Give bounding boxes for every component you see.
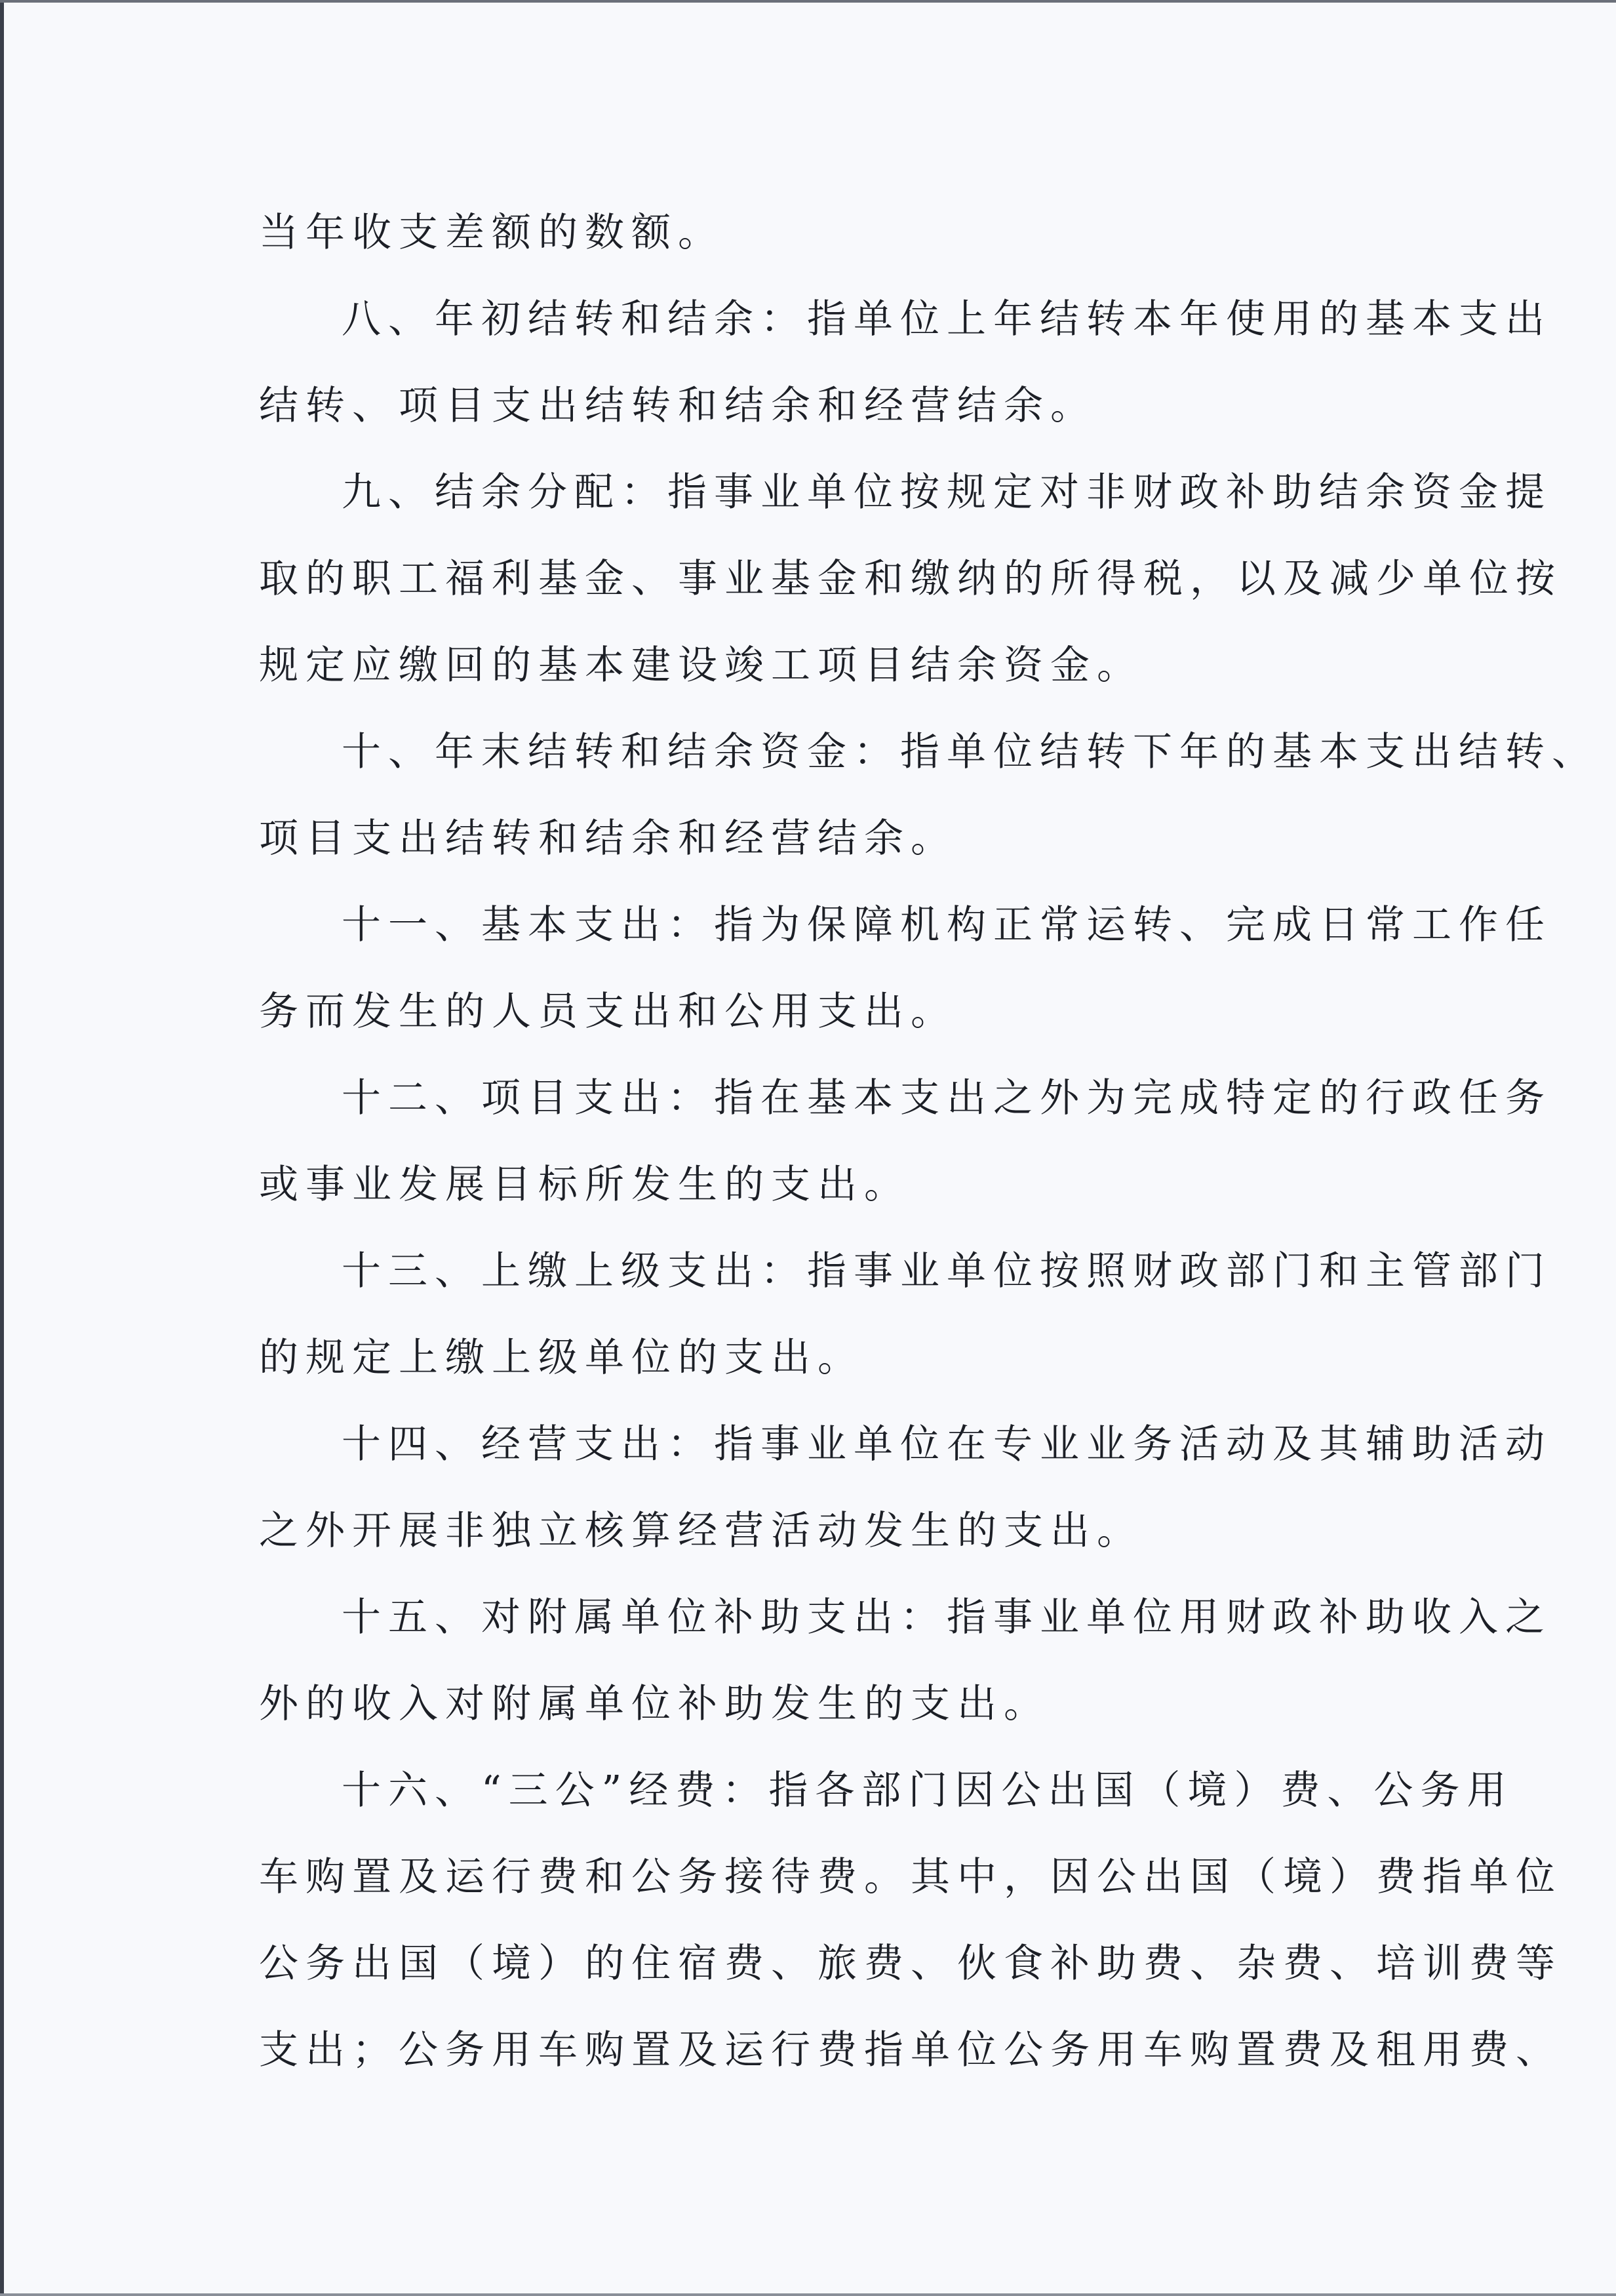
text-line: 当年收支差额的数额。 [259, 210, 724, 256]
text-line: 十二、项目支出：指在基本支出之外为完成特定的行政任务 [342, 1075, 1552, 1121]
text-line: 项目支出结转和结余和经营结余。 [259, 816, 957, 861]
text-line: 结转、项目支出结转和结余和经营结余。 [259, 383, 1097, 429]
text-line: 务而发生的人员支出和公用支出。 [259, 989, 957, 1035]
scan-edge-left [0, 0, 4, 2296]
text-line: 九、结余分配：指事业单位按规定对非财政补助结余资金提 [342, 469, 1552, 515]
text-line: 的规定上缴上级单位的支出。 [259, 1335, 864, 1381]
text-line: 外的收入对附属单位补助发生的支出。 [259, 1681, 1050, 1727]
text-line: 十四、经营支出：指事业单位在专业业务活动及其辅助活动 [342, 1421, 1552, 1467]
text-line: 取的职工福利基金、事业基金和缴纳的所得税，以及减少单位按 [259, 556, 1562, 602]
text-line: 支出；公务用车购置及运行费指单位公务用车购置费及租用费、 [259, 2027, 1562, 2073]
text-line: 或事业发展目标所发生的支出。 [259, 1162, 911, 1208]
text-line: 规定应缴回的基本建设竣工项目结余资金。 [259, 643, 1143, 688]
text-line: 公务出国（境）的住宿费、旅费、伙食补助费、杂费、培训费等 [259, 1941, 1562, 1987]
text-line: 之外开展非独立核算经营活动发生的支出。 [259, 1508, 1143, 1554]
text-line: 十、年末结转和结余资金：指单位结转下年的基本支出结转、 [342, 729, 1598, 775]
scan-edge-bottom [0, 2293, 1616, 2296]
text-line: 车购置及运行费和公务接待费。其中，因公出国（境）费指单位 [259, 1854, 1562, 1900]
text-line: 十一、基本支出：指为保障机构正常运转、完成日常工作任 [342, 902, 1552, 948]
scan-edge-top [0, 0, 1616, 3]
text-line: 十五、对附属单位补助支出：指事业单位用财政补助收入之 [342, 1594, 1552, 1640]
text-line: 八、年初结转和结余：指单位上年结转本年使用的基本支出 [342, 296, 1552, 342]
text-line: 十三、上缴上级支出：指事业单位按照财政部门和主管部门 [342, 1248, 1552, 1294]
text-line: 十六、“三公”经费：指各部门因公出国（境）费、公务用 [342, 1768, 1514, 1813]
